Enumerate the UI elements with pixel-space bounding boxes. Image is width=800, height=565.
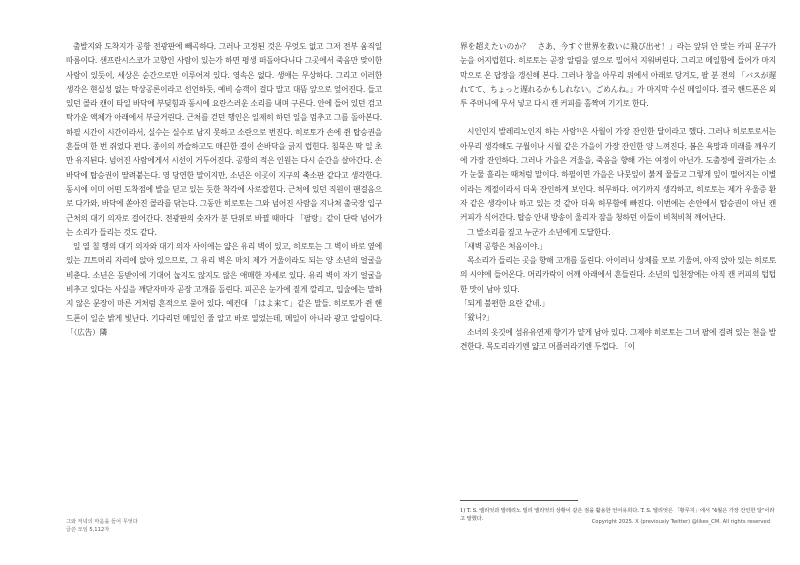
footer-book-title: 그와 저녁의 마음을 들어 무엇다 — [66, 519, 138, 525]
left-paragraph-1: 출발지와 도착지가 공항 전광판에 빼곡하다. 그러나 고정된 것은 무엇도 없고 그저 전부 움직일 따름이다. 샌프란시스코가 고향인 사람이 있는가 하면 평생 떠돌아다니다 그곳에서 죽음만 맞이한 사람이 있듯이, 세상은 순간으로만 이루어져 있다. 영속은 없다. 생애는 무상하다. 그리고 이러한 생각은 현실성 없는 탁상공론이라고 선언하듯, 예비 승객이 걸다 말고 대뜸 앞으로 엎어진다. 들고 있던 콜라 캔이 타일 바닥에 부딪힘과 동시에 요란스러운 소리를 내며 구른다. 안에 들어 있던 검고 탁가운 액체가 아래에서 부글거린다. 근처를 걷던 행인은 일제히 하던 일을 멈추고 그를 돌아본다. 하필 시간이 시간이라서, 실수는 실수로 남지 못하고 소란으로 번진다. 히로토가 손에 쥔 탑승권을 흔들며 한 번 쥐었다 펀다. 종이의 까슬하고도 매끈한 결이 손바닥을 긁지 럽힌다. 침묵은 딱 일 초만 유지된다. 넘어진 사람에게서 시선이 거두어진다. 공항의 적은 인원는 다시 순간을 살아간다. 손바닥에 탑승권이 딸려붙는다. 영 당연한 말이지만, 소년은 이곳이 지구의 축소판 같다고 생각한다. 동시에 이미 어떤 도착점에 발을 딛고 있는 듯한 착각에 사로잡힌다. 근처에 있던 직원이 팬걸음으로 다가와, 바닥에 쏟아진 콜라를 닦는다. 그동안 히로토는 그와 넘어진 사람을 지나쳐 출국장 입구 근처의 대기 의자로 걸어간다. 전광판의 숫자가 분 단위로 바뀔 때마다 「팔랑」같이 단락 넘어가는 소리가 들리는 것도 같다. — [66, 42, 382, 237]
dialogue-line-2: 「되게 불편한 요란 같네.」 — [460, 299, 549, 309]
right-paragraph-5: 소녀의 옷깃에 섬유유연제 향기가 얕게 남아 있다. 그제야 히로토는 그녀 팔에 걸려 있는 천을 발견한다. 목도리라기엔 얇고 머플러라기엔 두껍다. 「이 — [460, 327, 776, 351]
right-paragraph-2: 시인인지 발레리노인지 하는 사람¹⁾은 사월이 가장 잔인한 달이라고 했다. 그러나 히로토로서는 아무리 생각해도 구월이나 시월 같은 가을이 가장 잔인한 양 느껴진다. 봄은 욕망과 미래를 깨우기에 가장 잔인하다. 그러나 가을은 겨울을, 죽음을 향해 가는 여정이 아닌가. 도출정에 끌려가는 소가 눈물 흘리는 때처럼 말이다. 하필이면 가을은 나뭇잎이 붉게 물들고 그렇게 잎이 떨어지는 이별이라는 계절이라서 더욱 잔인하게 보인다. 허무하다. 여기까지 생각하고, 히로토는 제가 우울증 환자 같은 생각이나 하고 있는 것 같아 더욱 허무함에 빠진다. 이번에는 손안에서 탑승권이 아닌 캔 커피가 식어간다. 탑승 안내 방송이 울리자 잠을 청하던 이들이 비척비척 깨어난다. — [460, 127, 776, 223]
paragraph-gap — [460, 111, 776, 125]
right-page — [460, 40, 776, 354]
left-paragraph-2: 일 열 칠 행의 대기 의자와 대기 의자 사이에는 얇은 유리 벽이 있고, 히로토는 그 벽이 바로 옆에 있는 끄트머리 자리에 앉아 있으므로, 그 유리 벽은 마치 제가 거울이라도 되는 양 소년의 얼굴을 비춘다. 소년은 등받이에 기대어 눕지도 않지도 않은 애매한 자세로 있다. 유리 벽이 자기 얼굴을 비추고 있다는 사실을 깨닫자마자 곧장 고개를 돌린다. 피곤은 눈가에 짙게 깔리고, 입술에는 말하지 않은 문장이 마른 거처럼 흔적으로 묻어 있다. 예컨대 「はよ来て」같은 말들. 히로토가 쥔 핸드폰이 일순 밝게 빛난다. 기다리던 메일인 줄 알고 바로 열었는데, 메일이 아니라 광고 알림이다. 「（広告）隣 — [66, 242, 382, 337]
footer-book-info — [66, 519, 138, 534]
dialogue-line-3: 「왔니?」 — [460, 313, 494, 323]
footnote-text: 1) T. S. 엘리엇과 발레리노 빌리 엘리엇의 상황이 같은 점을 활용한 언어유희다. T. S. 엘리엇은 「황무지」에서 "4월은 가장 잔인한 달"이라고 말했다. — [460, 508, 775, 522]
dialogue-line-1: 「새벽 공항은 처음이야.」 — [460, 241, 547, 251]
footer-copyright: Copyright 2025. X (previously Twitter) @likes_CM. All rights reserved — [591, 519, 770, 525]
left-page — [66, 40, 382, 340]
footnote-rule — [460, 500, 578, 501]
right-paragraph-1: 界を超えたいのか？ さあ、今すぐ世界を救いに飛び出せ！」라는 앞뒤 안 맞는 카피 문구가 눈을 어지럽힌다. 히로토는 곧장 알림을 옆으로 밀어서 지워버린다. 그리고 메일함에 들어가 마지막으로 온 답장을 갱신해 본다. 그러나 창을 아무리 위에서 아래로 당겨도, 팔 분 전의 「バスが遅れてて、ちょっと遅れるかもしれない。ごめんね。」가 마지막 수신 메일이다. 결국 핸드폰은 외투 주머니에 무서 넣고 다시 캔 커피를 홀짝여 기기로 한다. — [460, 42, 776, 109]
footer-book-meta: 글쓴 모임 5,112자 — [66, 526, 110, 533]
right-paragraph-4: 목소리가 들리는 곳을 향해 고개를 돌린다. 아이러니 상체를 모로 기울여, 아직 앉아 있는 히로토의 시야에 들어온다. 머리카락이 어깨 아래에서 흔들린다. 소년의 입천장에는 아직 캔 커피의 텁텁한 맛이 남아 있다. — [460, 256, 776, 294]
right-paragraph-3: 그 발소리를 짚고 누군가 소년에게 도달한다. — [467, 227, 611, 237]
